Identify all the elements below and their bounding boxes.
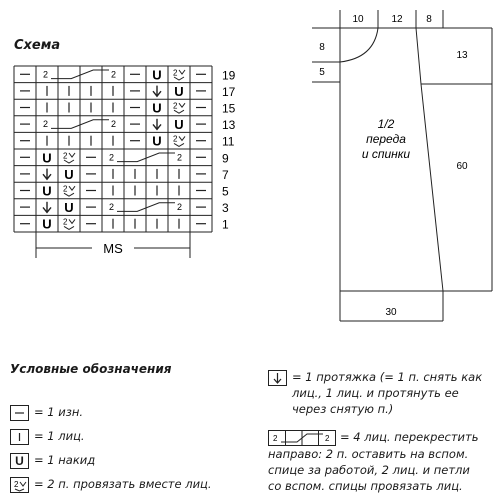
- yarn-over-stitch: U: [64, 200, 74, 216]
- k2tog-stitch-mark: [179, 103, 185, 107]
- cable-label: 2: [109, 152, 115, 163]
- legend-title: Условные обозначения: [10, 362, 172, 376]
- yarn-over-icon: [10, 453, 29, 469]
- cable-label: 2: [43, 119, 49, 130]
- cable-label: 2: [111, 69, 117, 80]
- k2tog-icon: [10, 477, 29, 493]
- row-number: 7: [222, 167, 229, 182]
- k2tog-stitch-mark: [69, 153, 75, 157]
- k2tog-stitch-mark: [179, 70, 185, 74]
- row-number: 17: [222, 84, 236, 99]
- chart-title: Схема: [14, 38, 61, 53]
- top-dim-2: 12: [391, 14, 403, 25]
- cable-cross-label-left: 2: [273, 434, 278, 443]
- k2tog-stitch-base: [64, 226, 74, 229]
- legend-purl: = 1 изн.: [34, 405, 84, 419]
- top-dim-3: 8: [426, 14, 432, 25]
- k2tog-stitch-label: 2: [63, 151, 68, 161]
- row-number: 11: [222, 134, 235, 149]
- row-number: 13: [222, 118, 236, 133]
- yarn-over-stitch: U: [42, 150, 52, 166]
- legend-cross-line-3: спице за работой, 2 лиц. и петли: [268, 463, 470, 477]
- yarn-over-stitch: U: [64, 166, 74, 182]
- right-dim-1: 13: [456, 50, 468, 61]
- legend-slip-line-1: = 1 протяжка (= 1 п. снять как: [292, 370, 483, 384]
- cable-cross-icon: [268, 430, 336, 446]
- legend-slip-line-3: через снятую п.): [292, 402, 394, 416]
- k2tog-stitch-label: 2: [173, 68, 178, 78]
- side-seam: [416, 28, 443, 291]
- k2tog-stitch-label: 2: [173, 134, 178, 144]
- purl-symbol-icon: [10, 405, 29, 421]
- knit-symbol-icon: [10, 429, 29, 445]
- k2tog-stitch-mark: [69, 186, 75, 190]
- yarn-over-stitch: U: [42, 183, 52, 199]
- slip-stitch-icon: [268, 370, 287, 386]
- row-number: 15: [222, 101, 236, 116]
- left-dim-1: 8: [319, 42, 325, 53]
- yarn-over-stitch: U: [152, 67, 162, 83]
- right-dim-2: 60: [456, 161, 468, 172]
- garment-schematic: [250, 0, 500, 330]
- cable-cross-label-right: 2: [325, 434, 330, 443]
- neckline-curve: [340, 28, 378, 62]
- yarn-over-stitch: U: [152, 133, 162, 149]
- k2tog-stitch-base: [174, 143, 184, 146]
- cable-label: 2: [177, 202, 183, 213]
- yarn-over-stitch: U: [152, 100, 162, 116]
- cable-label: 2: [111, 119, 117, 130]
- legend-cross-line-1: = 4 лиц. перекрестить: [340, 430, 479, 444]
- left-dim-2: 5: [319, 67, 325, 78]
- legend-cross-line-2: направо: 2 п. оставить на вспом.: [268, 447, 469, 461]
- cable-label: 2: [109, 202, 115, 213]
- k2tog-stitch-label: 2: [63, 184, 68, 194]
- legend-k2tog: = 2 п. провязать вместе лиц.: [34, 477, 212, 491]
- cable-label: 2: [43, 69, 49, 80]
- piece-label-1: 1/2: [377, 117, 395, 131]
- knitting-chart: [0, 0, 250, 280]
- k2tog-stitch-mark: [69, 219, 75, 223]
- row-number: 5: [222, 184, 229, 199]
- row-number: 19: [222, 68, 236, 83]
- k2tog-stitch-base: [64, 160, 74, 163]
- k2tog-stitch-base: [64, 193, 74, 196]
- bottom-dim: 30: [385, 307, 397, 318]
- yarn-over-stitch: U: [42, 216, 52, 232]
- row-number: 1: [222, 217, 229, 232]
- piece-label-2: переда: [366, 132, 406, 146]
- yarn-over-stitch: U: [174, 83, 184, 99]
- yarn-over-stitch: U: [174, 117, 184, 133]
- k2tog-stitch-base: [174, 110, 184, 113]
- k2tog-stitch-base: [174, 77, 184, 80]
- row-number: 3: [222, 201, 229, 216]
- repeat-label: MS: [103, 241, 123, 256]
- svg-text:2: 2: [14, 480, 19, 489]
- legend-yarn-over: = 1 накид: [34, 453, 96, 467]
- yarn-over-glyph: U: [15, 454, 24, 468]
- legend-cross-line-4: со вспом. спицы провязать лиц.: [268, 479, 463, 493]
- k2tog-stitch-mark: [179, 136, 185, 140]
- legend-slip-line-2: лиц., 1 лиц. и протянуть ее: [292, 386, 459, 400]
- cable-label: 2: [177, 152, 183, 163]
- piece-label-3: и спинки: [361, 147, 411, 161]
- row-number: 9: [222, 151, 229, 166]
- k2tog-stitch-label: 2: [173, 101, 178, 111]
- legend-knit: = 1 лиц.: [34, 429, 85, 443]
- k2tog-stitch-label: 2: [63, 217, 68, 227]
- top-dim-1: 10: [352, 14, 364, 25]
